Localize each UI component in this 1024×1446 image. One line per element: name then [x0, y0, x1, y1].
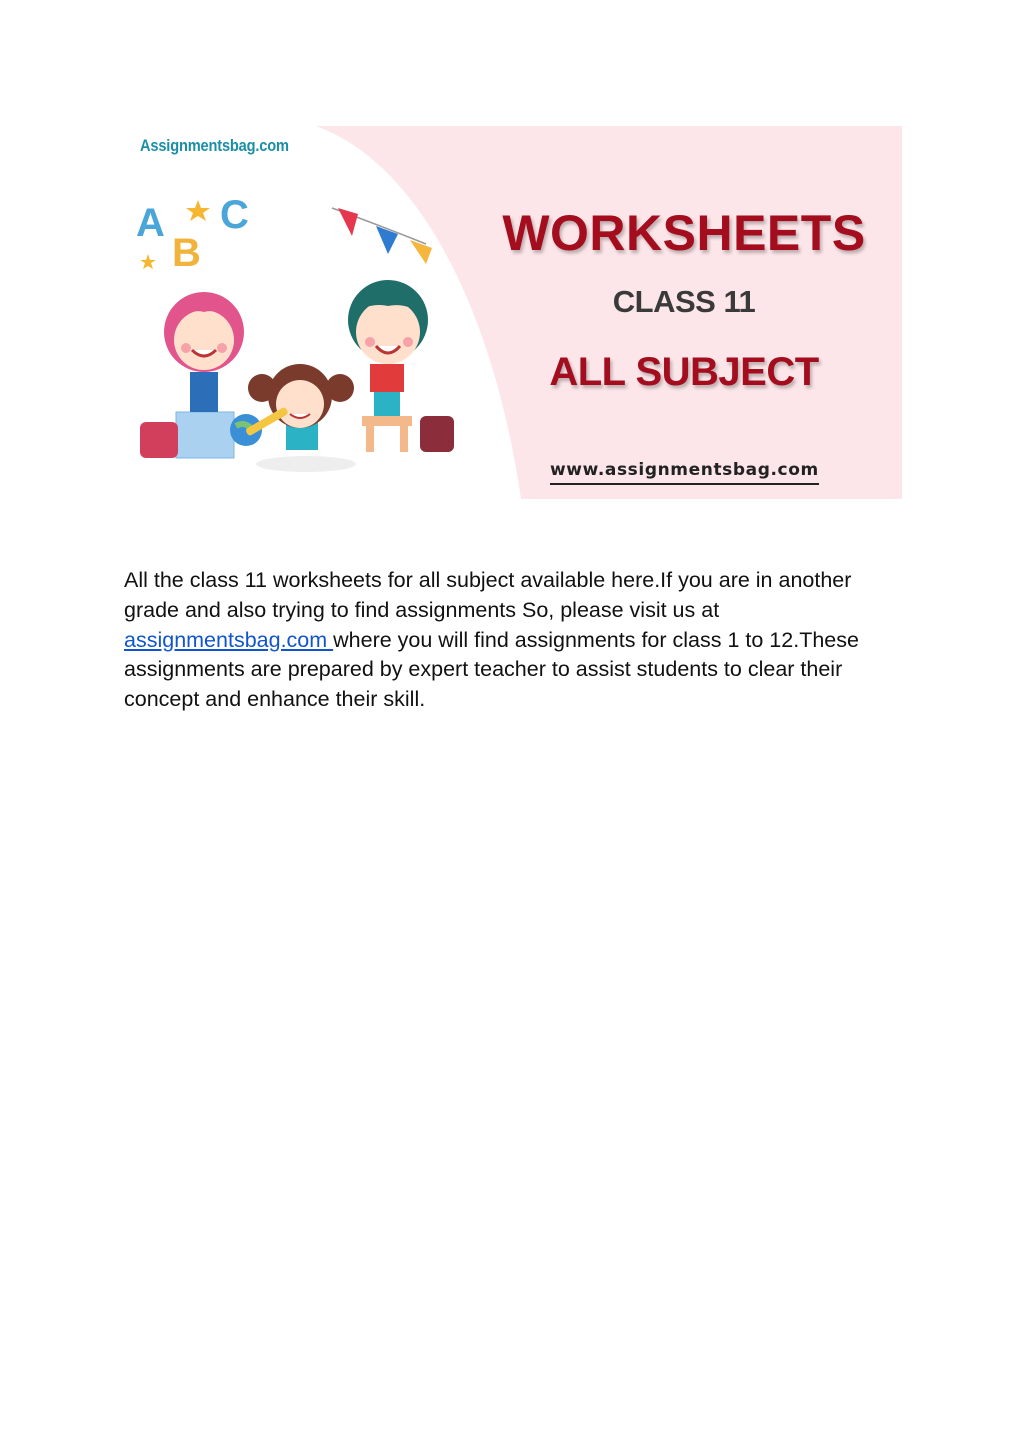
worksheets-banner [126, 126, 902, 499]
banner-title: WORKSHEETS [502, 205, 866, 261]
letter-a: A [136, 201, 165, 245]
letter-b: B [172, 231, 201, 275]
intro-paragraph [124, 566, 904, 715]
intro-text-start: All the class 11 worksheets for all subject available here.If you are in another grade and also trying to find assignments So, please visit us at [124, 568, 852, 622]
banner-subject: ALL SUBJECT [549, 350, 819, 394]
brand-logo: Assignmentsbag.com [140, 136, 289, 155]
banner-url: www.assignmentsbag.com [550, 460, 819, 485]
intro-text-end: where you will find assignments for class 1 to 12.These assignments are prepared by expert teacher to assist students to clear their concept and enhance their skill. [124, 627, 859, 712]
assignmentsbag-link[interactable]: assignmentsbag.com [124, 627, 334, 652]
letter-c: C [220, 193, 249, 237]
banner-class: CLASS 11 [612, 284, 756, 319]
